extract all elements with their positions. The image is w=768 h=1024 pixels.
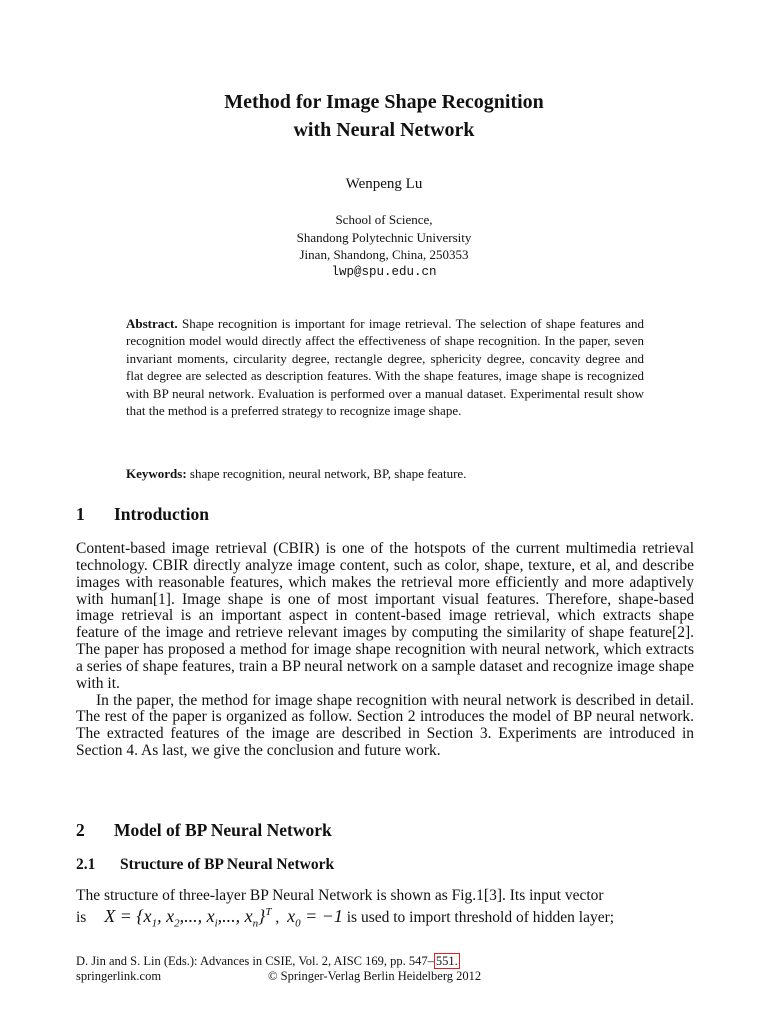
publisher-line xyxy=(76,969,516,984)
section-2-number: 2 xyxy=(76,820,85,840)
citation-line xyxy=(76,954,516,969)
abstract xyxy=(126,315,644,419)
equation-suffix: is used to import threshold of hidden layer; xyxy=(346,909,615,926)
section-1-number: 1 xyxy=(76,504,85,524)
paper-title xyxy=(0,88,768,144)
affiliation-line-2: Shandong Polytechnic University xyxy=(296,229,472,245)
title-line-2: with Neural Network xyxy=(293,119,475,141)
equation-line: is $X = \{x_1$, $x_2$,..., $x_i$,..., $x_n\}^T$ , $x_0 = -1$ is used to import threshold of hidden layer; xyxy=(76,906,615,930)
paragraph: In the paper, the method for image shape recognition with neural network is described in detail. The rest of the paper is organized as follow. Section 2 introduces the model of BP neural network. The extracted features of the image are described in Section 3. Experiments are introduced in Section 4. As last, we give the conclusion and future work. xyxy=(76,691,694,760)
affiliation xyxy=(0,211,768,281)
section-1-body xyxy=(76,541,694,760)
subsection-2-1-text xyxy=(76,888,694,905)
title-line-1: Method for Image Shape Recognition xyxy=(224,91,544,113)
keywords-text: shape recognition, neural network, BP, shape feature. xyxy=(189,466,467,481)
subsection-2-1-heading xyxy=(76,856,334,874)
springerlink-site: springerlink.com xyxy=(76,969,162,983)
subsection-2-1-title: Structure of BP Neural Network xyxy=(120,856,335,873)
affiliation-line-1: School of Science, xyxy=(335,212,433,227)
affiliation-line-3: Jinan, Shandong, China, 250353 xyxy=(299,247,469,262)
copyright-notice: © Springer-Verlag Berlin Heidelberg 2012 xyxy=(268,969,482,983)
threshold-equation: $x_0 = -1$ xyxy=(287,906,343,930)
abstract-label: Abstract. xyxy=(126,316,178,331)
page-range-end-link[interactable]: 551. xyxy=(435,954,458,968)
section-1-heading xyxy=(76,504,209,525)
paragraph: The structure of three-layer BP Neural Network is shown as Fig.1[3]. Its input vector xyxy=(76,887,604,904)
abstract-text: Shape recognition is important for image retrieval. The selection of shape features and recognition model would directly affect the effectiveness of shape recognition. In the paper, seven invariant moments, circularity degree, rectangle degree, sphericity degree, concavity degree and flat degree are selected as description features. With the shape features, image shape is recognized with BP neural network. Evaluation is performed over a manual dataset. Experimental result show that the method is a preferred strategy to recognize image shape. xyxy=(126,316,645,419)
equation-prefix: is xyxy=(76,909,87,926)
author-name: Wenpeng Lu xyxy=(345,176,423,192)
input-vector-equation: $X = \{x_1$, $x_2$,..., $x_i$,..., $x_n\}^T$ xyxy=(104,906,272,930)
section-1-title: Introduction xyxy=(114,504,209,524)
author-email: lwp@spu.edu.cn xyxy=(331,264,437,279)
section-2-heading xyxy=(76,820,332,841)
page-footer xyxy=(76,954,516,984)
paragraph: Content-based image retrieval (CBIR) is one of the hotspots of the current multimedia retrieval technology. CBIR directly analyze image content, such as color, shape, texture, et al, and describe images with reasonable features, which makes the retrieval more efficiently and more adaptively with human[1]. Image shape is one of most important visual features. Therefore, shape-based image retrieval is an important aspect in content-based image retrieval, which extracts shape feature of the image and retrieve relevant images by computing the similarity of shape feature[2]. The paper has proposed a method for image shape recognition with neural network, which extracts a series of shape features, train a BP neural network on a sample dataset and recognize image shape with it. xyxy=(76,540,694,692)
keywords-label: Keywords: xyxy=(126,466,187,481)
citation-text: D. Jin and S. Lin (Eds.): Advances in CSIE, Vol. 2, AISC 169, pp. 547– xyxy=(76,954,434,968)
section-2-title: Model of BP Neural Network xyxy=(114,820,332,840)
subsection-2-1-number: 2.1 xyxy=(76,856,96,873)
keywords xyxy=(126,465,644,482)
